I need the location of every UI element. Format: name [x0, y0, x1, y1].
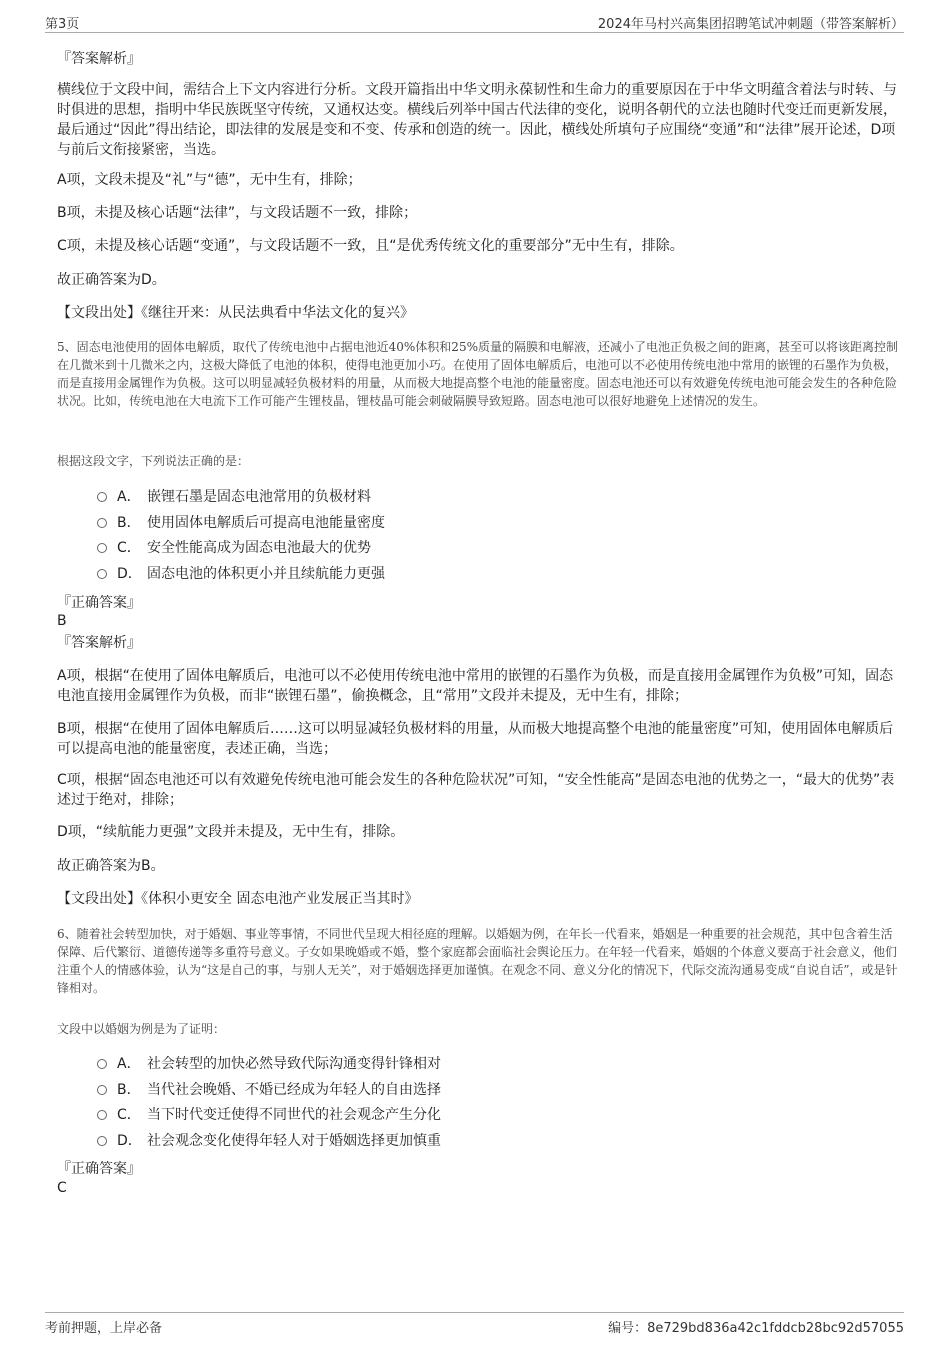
page-footer: [45, 1312, 904, 1337]
document-title: 2024年马村兴高集团招聘笔试冲刺题（带答案解析）: [597, 17, 904, 32]
q5-analysis-label: 『答案解析』: [57, 635, 141, 651]
radio-icon[interactable]: [97, 1136, 107, 1146]
q5-option-c[interactable]: C． 安全性能高成为固态电池最大的优势: [97, 538, 371, 558]
q6-question: 文段中以婚姻为例是为了证明：: [57, 1022, 226, 1036]
q6-option-c[interactable]: C． 当下时代变迁使得不同世代的社会观念产生分化: [97, 1105, 441, 1125]
q5-question: 根据这段文字，下列说法正确的是：: [57, 454, 250, 468]
q5-option-d-analysis: D项，“续航能力更强”文段并未提及，无中生有，排除。: [57, 824, 405, 840]
radio-icon[interactable]: [97, 1085, 107, 1095]
q5-option-b[interactable]: B． 使用固体电解质后可提高电池能量密度: [97, 513, 385, 533]
q6-passage: 6、随着社会转型加快，对于婚姻、事业等事情，不同世代呈现大相径庭的理解。以婚姻为例，在年长一代看来，婚姻是一种重要的社会规范，其中包含着生活保障、后代繁衍、道德传递等多重符号意义。子女如果晚婚或不婚，整个家庭都会面临社会舆论压力。在年轻一代看来，婚姻的个体意义要高于社会意义，他们注重个人的情感体验，认为“这是自己的事，与别人无关”，对于婚姻选择更加谨慎。在观念不同、意义分化的情况下，代际交流沟通易变成“自说自话”，或是针锋相对。: [57, 927, 898, 995]
page-header: [45, 10, 904, 33]
radio-icon[interactable]: [97, 518, 107, 528]
q5-option-a[interactable]: A． 嵌锂石墨是固态电池常用的负极材料: [97, 487, 371, 507]
q4-option-c-analysis: C项，未提及核心话题“变通”，与文段话题不一致，且“是优秀传统文化的重要部分”无中生有，排除。: [57, 238, 684, 254]
radio-icon[interactable]: [97, 1110, 107, 1120]
q4-conclusion: 故正确答案为D。: [57, 272, 166, 288]
q4-option-b-analysis: B项，未提及核心话题“法律”，与文段话题不一致，排除；: [57, 205, 418, 221]
q4-source: 【文段出处】《继往开来：从民法典看中华法文化的复兴》: [57, 305, 414, 321]
q5-source: 【文段出处】《体积小更安全 固态电池产业发展正当其时》: [57, 891, 419, 907]
q6-option-b[interactable]: B． 当代社会晚婚、不婚已经成为年轻人的自由选择: [97, 1080, 441, 1100]
q5-answer: B: [57, 613, 67, 629]
radio-icon[interactable]: [97, 1059, 107, 1069]
q5-option-c-analysis: C项，根据“固态电池还可以有效避免传统电池可能会发生的各种危险状况”可知，“安全性能高”是固态电池的优势之一，“最大的优势”表述过于绝对，排除；: [57, 772, 895, 808]
q5-conclusion: 故正确答案为B。: [57, 858, 165, 874]
q4-option-a-analysis: A项，文段未提及“礼”与“德”，无中生有，排除；: [57, 172, 362, 188]
q5-option-a-analysis: A项，根据“在使用了固体电解质后，电池可以不必使用传统电池中常用的嵌锂的石墨作为负极，而是直接用金属锂作为负极”可知，固态电池直接用金属锂作为负极，而非“嵌锂石墨”，偷换概念，且“常用”文段并未提及，无中生有，排除；: [57, 668, 894, 704]
q6-answer: C: [57, 1180, 67, 1196]
q5-answer-label: 『正确答案』: [57, 595, 141, 611]
footer-slogan: 考前押题，上岸必备: [45, 1321, 163, 1336]
document-id: 编号：8e729bd836a42c1fddcb28bc92d57055: [608, 1321, 904, 1336]
q4-analysis-text: 横线位于文段中间，需结合上下文内容进行分析。文段开篇指出中华文明永葆韧性和生命力的重要原因在于中华文明蕴含着法与时转、与时俱进的思想，指明中华民族既坚守传统，又通权达变。横线后列举中国古代法律的变化，说明各朝代的立法也随时代变迁而更新发展，最后通过“因此”得出结论，即法律的发展是变和不变、传承和创造的统一。因此，横线处所填句子应围绕“变通”和“法律”展开论述，D项与前后文衔接紧密，当选。: [57, 82, 897, 158]
radio-icon[interactable]: [97, 569, 107, 579]
q6-option-a[interactable]: A． 社会转型的加快必然导致代际沟通变得针锋相对: [97, 1054, 441, 1074]
q4-analysis-label: 『答案解析』: [57, 51, 141, 67]
q6-answer-label: 『正确答案』: [57, 1161, 141, 1177]
q5-passage: 5、固态电池使用的固体电解质，取代了传统电池中占据电池近40%体积和25%质量的隔膜和电解液，还减小了电池正负极之间的距离，甚至可以将该距离控制在几微米到十几微米之内，这极大降低了电池的体积，使得电池更加小巧。在使用了固体电解质后，电池可以不必使用传统电池中常用的嵌锂的石墨作为负极，而是直接用金属锂作为负极。这可以明显减轻负极材料的用量，从而极大地提高整个电池的能量密度。固态电池还可以有效避免传统电池可能会发生的各种危险状况。比如，传统电池在大电流下工作可能产生锂枝晶，锂枝晶可能会刺破隔膜导致短路。固态电池可以很好地避免上述情况的发生。: [57, 340, 898, 408]
radio-icon[interactable]: [97, 492, 107, 502]
radio-icon[interactable]: [97, 543, 107, 553]
q5-option-d[interactable]: D． 固态电池的体积更小并且续航能力更强: [97, 564, 385, 584]
page-number: 第3页: [45, 17, 80, 32]
q5-option-b-analysis: B项，根据“在使用了固体电解质后……这可以明显减轻负极材料的用量，从而极大地提高整个电池的能量密度”可知，使用固体电解质后可以提高电池的能量密度，表述正确，当选；: [57, 721, 894, 757]
q6-option-d[interactable]: D． 社会观念变化使得年轻人对于婚姻选择更加慎重: [97, 1131, 441, 1151]
